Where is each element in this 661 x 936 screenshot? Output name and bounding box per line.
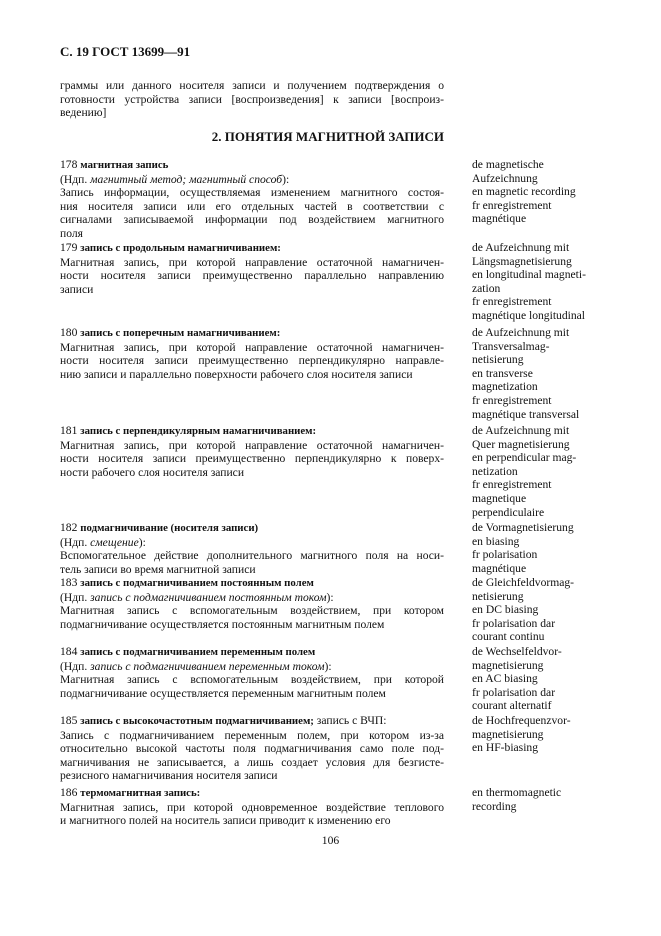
translation-line: en magnetic recording	[472, 185, 576, 199]
translation-line: magnetisierung	[472, 658, 544, 672]
foreign-equivalents	[472, 576, 642, 644]
translation-line: de Aufzeichnung mit	[472, 241, 570, 254]
term-name: запись с поперечным намагничиванием:	[80, 327, 281, 339]
translation-line: recording	[472, 799, 517, 813]
translation-line: magnetisierung	[472, 727, 544, 741]
translation-line: fr enregistrement	[472, 295, 552, 309]
foreign-equivalents	[472, 786, 642, 813]
translation-line: magnetique	[472, 491, 527, 505]
translation-line: netisierung	[472, 589, 524, 603]
term-number: 178	[60, 158, 78, 171]
ndp-term: магнитный метод; магнитный способ	[90, 172, 283, 186]
ndp-prefix: (Ндп.	[60, 659, 91, 673]
translation-line: en AC biasing	[472, 672, 538, 686]
term-heading	[60, 521, 444, 536]
intro-paragraph	[60, 79, 444, 120]
term-number: 181	[60, 424, 78, 437]
foreign-equivalents	[472, 645, 642, 713]
term-entry	[60, 158, 444, 241]
translation-line: magnétique transversal	[472, 407, 580, 421]
term-number: 180	[60, 326, 78, 339]
term-heading	[60, 576, 444, 591]
ndp-suffix: ):	[282, 172, 290, 186]
intro-line: готовности устройства записи [воспроизведения] к записи [воспроиз-	[60, 92, 444, 106]
translation-line: de Wechselfeldvor-	[472, 645, 562, 658]
translation-line: fr enregistrement	[472, 198, 552, 212]
translation-line: de Gleichfeldvormag-	[472, 576, 575, 589]
term-entry	[60, 241, 444, 296]
term-entry	[60, 521, 444, 576]
section-title: 2. ПОНЯТИЯ МАГНИТНОЙ ЗАПИСИ	[211, 129, 444, 144]
translation-line: magnetization	[472, 380, 538, 394]
definition-line: Магнитная запись, при которой направление остаточной намагничен-	[60, 255, 444, 269]
translation-line: Aufzeichnung	[472, 171, 538, 185]
definition-line: Запись с подмагничиванием переменным полем, при котором из-за	[60, 728, 444, 742]
definition-line: относительно высокой частоты поля подмагничивания само поле под-	[60, 742, 444, 756]
nonpreferred-term	[60, 536, 444, 550]
term-name: термомагнитная запись:	[80, 787, 201, 799]
ndp-prefix: (Ндп.	[60, 172, 91, 186]
page-header: С. 19 ГОСТ 13699—91	[60, 44, 191, 59]
definition-line: тель записи во время магнитной записи	[60, 562, 256, 576]
term-entry	[60, 576, 444, 631]
term-heading	[60, 786, 444, 801]
ndp-prefix: (Ндп.	[60, 535, 91, 549]
term-entry	[60, 786, 444, 828]
term-name: запись с перпендикулярным намагничиванием:	[80, 425, 317, 437]
nonpreferred-term	[60, 173, 444, 187]
term-name: запись с высокочастотным подмагничиванием;	[80, 715, 314, 727]
term-heading	[60, 241, 444, 256]
translation-line: courant alternatif	[472, 699, 552, 713]
translation-line: fr enregistrement	[472, 393, 552, 407]
definition-line: ности носителя записи преимущественно перпендикулярно направле-	[60, 354, 444, 368]
definition-line: нию записи и параллельно поверхности рабочего слоя носителя записи	[60, 367, 413, 381]
definition-line: Магнитная запись, при которой направление остаточной намагничен-	[60, 438, 444, 452]
foreign-equivalents	[472, 326, 642, 421]
intro-line: ведению]	[60, 106, 107, 120]
definition-line: магничивания не записывается, а лишь создает условия для безгисте-	[60, 755, 444, 769]
ndp-suffix: ):	[324, 659, 332, 673]
term-heading	[60, 326, 444, 341]
definition-line: подмагничивание осуществляется постоянным магнитным полем	[60, 617, 385, 631]
term-name: запись с подмагничиванием постоянным полем	[80, 577, 314, 589]
translation-line: en thermomagnetic	[472, 786, 562, 799]
term-heading	[60, 158, 444, 173]
ndp-prefix: (Ндп.	[60, 590, 91, 604]
translation-line: courant continu	[472, 630, 545, 644]
term-number: 185	[60, 714, 78, 727]
term-number: 186	[60, 786, 78, 799]
page-number: 106	[321, 834, 340, 847]
definition-line: ности носителя записи преимущественно параллельно направлению	[60, 269, 444, 283]
foreign-equivalents	[472, 521, 642, 575]
term-entry	[60, 645, 444, 700]
translation-line: magnétique	[472, 561, 527, 575]
definition-line: Запись информации, осуществляемая изменением магнитного состоя-	[60, 186, 444, 200]
ndp-term: смещение	[90, 535, 139, 549]
translation-line: fr polarisation dar	[472, 616, 556, 630]
term-heading	[60, 714, 444, 729]
translation-line: de Aufzeichnung mit	[472, 424, 570, 437]
term-heading	[60, 424, 444, 439]
translation-line: magnétique	[472, 212, 527, 226]
term-name: магнитная запись	[80, 159, 169, 171]
nonpreferred-term	[60, 591, 444, 605]
term-name: запись с подмагничиванием переменным полем	[80, 646, 316, 658]
definition-line: поля	[60, 226, 83, 240]
definition-line: Вспомогательное действие дополнительного магнитного поля на носи-	[60, 549, 444, 563]
ndp-suffix: ):	[138, 535, 146, 549]
ndp-suffix: ):	[326, 590, 334, 604]
term-number: 183	[60, 576, 78, 589]
translation-line: de Vormagnetisierung	[472, 521, 574, 534]
foreign-equivalents	[472, 424, 642, 519]
definition-line: Магнитная запись с вспомогательным воздействием, при котором	[60, 604, 444, 618]
foreign-equivalents	[472, 714, 642, 755]
translation-line: fr polarisation	[472, 548, 538, 562]
translation-line: fr enregistrement	[472, 478, 552, 492]
translation-line: netisierung	[472, 353, 524, 367]
term-number: 179	[60, 241, 78, 254]
term-number: 182	[60, 521, 78, 534]
term-synonym: запись с ВЧП:	[313, 714, 387, 727]
translation-line: en transverse	[472, 366, 533, 380]
translation-line: netization	[472, 464, 518, 478]
translation-line: en biasing	[472, 534, 520, 548]
translation-line: magnétique longitudinal	[472, 308, 586, 322]
term-heading	[60, 645, 444, 660]
term-number: 184	[60, 645, 78, 658]
term-name: запись с продольным намагничиванием:	[80, 242, 281, 254]
translation-line: en DC biasing	[472, 603, 539, 617]
definition-line: и магнитного полей на носитель записи приводит к изменению его	[60, 814, 391, 828]
translation-line: Längsmagnetisierung	[472, 254, 572, 268]
translation-line: Quer magnetisierung	[472, 437, 570, 451]
ndp-term: запись с подмагничиванием переменным током	[90, 659, 325, 673]
definition-line: ности носителя записи преимущественно перпендикулярно к поверх-	[60, 452, 444, 466]
translation-line: en perpendicular mag-	[472, 451, 577, 465]
definition-line: Магнитная запись, при которой одновременное воздействие теплового	[60, 800, 444, 814]
term-name: подмагничивание (носителя записи)	[80, 522, 259, 534]
definition-line: сигналами записываемой информации под воздействием магнитного	[60, 213, 444, 227]
translation-line: Transversalmag-	[472, 339, 550, 353]
definition-line: записи	[60, 282, 94, 296]
definition-line: ности рабочего слоя носителя записи	[60, 465, 245, 479]
ndp-term: запись с подмагничиванием постоянным током	[90, 590, 327, 604]
translation-line: en longitudinal magneti-	[472, 268, 586, 282]
term-entry	[60, 424, 444, 479]
translation-line: en HF-biasing	[472, 741, 539, 755]
definition-line: резисного намагничивания носителя записи	[60, 769, 278, 783]
definition-line: подмагничивание осуществляется переменным магнитным полем	[60, 686, 386, 700]
definition-line: Магнитная запись, при которой направление остаточной намагничен-	[60, 340, 444, 354]
foreign-equivalents	[472, 158, 642, 226]
translation-line: de Hochfrequenzvor-	[472, 714, 571, 727]
definition-line: Магнитная запись с вспомогательным воздействием, при которой	[60, 673, 444, 687]
translation-line: perpendiculaire	[472, 505, 545, 519]
intro-line: граммы или данного носителя записи и получением подтверждения о	[60, 79, 444, 92]
nonpreferred-term	[60, 660, 444, 674]
term-entry	[60, 326, 444, 381]
definition-line: ния носителя записи или его отдельных частей в соответствии с	[60, 199, 444, 213]
translation-line: de magnetische	[472, 158, 544, 171]
term-entry	[60, 714, 444, 783]
foreign-equivalents	[472, 241, 642, 323]
translation-line: de Aufzeichnung mit	[472, 326, 570, 339]
translation-line: zation	[472, 281, 501, 295]
translation-line: fr polarisation dar	[472, 685, 556, 699]
